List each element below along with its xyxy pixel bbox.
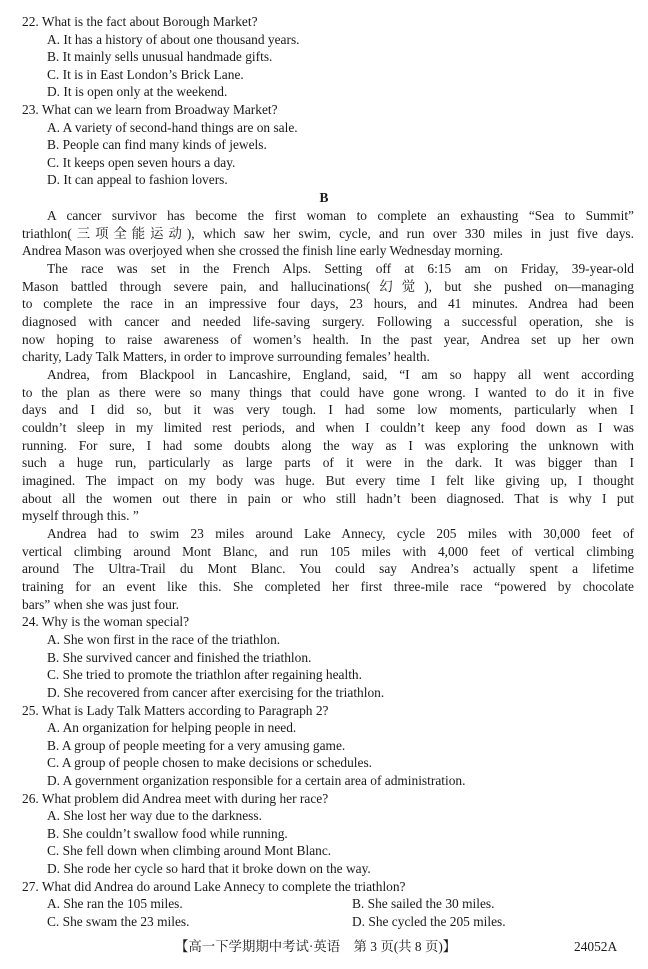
passage-p3-line: myself through this. ” <box>22 508 139 523</box>
passage-p1-line: Andrea Mason was overjoyed when she crossed the finish line early Wednesday morning. <box>22 243 503 258</box>
passage-p3-line: couldn’t sleep in my limited rest periods, and when I couldn’t keep any food down as I was <box>22 420 634 435</box>
q24-option-d: D. She recovered from cancer after exercising for the triathlon. <box>47 685 385 700</box>
q24-option-b: B. She survived cancer and finished the triathlon. <box>47 650 312 665</box>
section-b-heading: B <box>319 190 329 205</box>
footer-title: 【高一下学期期中考试·英语 第 3 页(共 8 页)】 <box>175 939 457 954</box>
passage-p3-line: Andrea, from Blackpool in Lancashire, England, said, “I am so happy all went according <box>47 367 634 382</box>
q27-option-c: C. She swam the 23 miles. <box>47 914 190 929</box>
question-24-stem: 24. Why is the woman special? <box>22 614 190 629</box>
question-26-stem: 26. What problem did Andrea meet with during her race? <box>22 791 329 806</box>
passage-p4-line: Andrea had to swim 23 miles around Lake Annecy, cycle 205 miles with 30,000 feet of <box>47 526 634 541</box>
q25-option-c: C. A group of people chosen to make decisions or schedules. <box>47 755 373 770</box>
q23-option-b: B. People can find many kinds of jewels. <box>47 137 267 152</box>
q22-option-c: C. It is in East London’s Brick Lane. <box>47 67 244 82</box>
q26-option-d: D. She rode her cycle so hard that it broke down on the way. <box>47 861 371 876</box>
passage-p3-line: to the plan as there were so many things that could have gone wrong. I wanted to do it in five <box>22 385 634 400</box>
q23-option-a: A. A variety of second-hand things are on sale. <box>47 120 298 135</box>
passage-p2-line: diagnosed with cancer and needed life-saving surgery. Following a successful operation, she is <box>22 314 634 329</box>
q26-option-a: A. She lost her way due to the darkness. <box>47 808 262 823</box>
passage-p4-line: bars” when she was just four. <box>22 597 179 612</box>
passage-p1-line: triathlon(三项全能运动), which saw her swim, cycle, and run over 330 miles in just five days. <box>22 226 634 241</box>
question-22-stem: 22. What is the fact about Borough Market? <box>22 14 258 29</box>
question-27-stem: 27. What did Andrea do around Lake Annecy to complete the triathlon? <box>22 879 406 894</box>
passage-p3-line: imagined. The impact on my body was huge. But every time I felt like giving up, I thought <box>22 473 634 488</box>
passage-p4-line: vertical climbing around Mont Blanc, and run 105 miles with 4,000 feet of vertical climbing <box>22 544 634 559</box>
passage-p1-line: A cancer survivor has become the first woman to complete an exhausting “Sea to Summit” <box>47 208 634 223</box>
passage-p2-line: Mason battled through severe pain, and hallucinations(幻觉), but she pushed on—managing <box>22 279 634 294</box>
q27-option-d: D. She cycled the 205 miles. <box>352 914 506 929</box>
q26-option-c: C. She fell down when climbing around Mont Blanc. <box>47 843 332 858</box>
q27-option-a: A. She ran the 105 miles. <box>47 896 183 911</box>
passage-p3-line: days and I did so, but it was very tough. I had some low moments, particularly when I <box>22 402 634 417</box>
q25-option-d: D. A government organization responsible for a certain area of administration. <box>47 773 466 788</box>
q24-option-c: C. She tried to promote the triathlon after regaining health. <box>47 667 362 682</box>
question-23-stem: 23. What can we learn from Broadway Market? <box>22 102 278 117</box>
passage-p2-line: to complete the race in an impressive four days, 23 hours, and 41 minutes. Andrea had been <box>22 296 634 311</box>
passage-p2-line: The race was set in the French Alps. Setting off at 6:15 am on Friday, 39-year-old <box>47 261 634 276</box>
passage-p3-line: running. For sure, I had some doubts along the way as I was exploring the unknown with <box>22 438 634 453</box>
q23-option-c: C. It keeps open seven hours a day. <box>47 155 236 170</box>
passage-p3-line: about all the women out there in pain or who still hadn’t been diagnosed. That is why I put <box>22 491 634 506</box>
passage-p2-line: now hoping to raise awareness of women’s health. In the past year, Andrea set up her own <box>22 332 634 347</box>
q27-option-b: B. She sailed the 30 miles. <box>352 896 495 911</box>
passage-p3-line: such a huge run, particularly as large parts of it were in the dark. It was bigger than I <box>22 455 634 470</box>
q24-option-a: A. She won first in the race of the triathlon. <box>47 632 281 647</box>
q22-option-d: D. It is open only at the weekend. <box>47 84 228 99</box>
footer-code: 24052A <box>574 939 618 954</box>
passage-p2-line: charity, Lady Talk Matters, in order to improve surrounding females’ health. <box>22 349 430 364</box>
q23-option-d: D. It can appeal to fashion lovers. <box>47 172 228 187</box>
q26-option-b: B. She couldn’t swallow food while running. <box>47 826 288 841</box>
question-25-stem: 25. What is Lady Talk Matters according to Paragraph 2? <box>22 703 329 718</box>
passage-p4-line: around The Ultra-Trail du Mont Blanc. You could say Andrea’s actually spent a lifetime <box>22 561 634 576</box>
q22-option-b: B. It mainly sells unusual handmade gifts. <box>47 49 273 64</box>
q25-option-b: B. A group of people meeting for a very amusing game. <box>47 738 346 753</box>
passage-p4-line: training for an event like this. She completed her first three-mile race “powered by chocolate <box>22 579 634 594</box>
q22-option-a: A. It has a history of about one thousand years. <box>47 32 300 47</box>
q25-option-a: A. An organization for helping people in need. <box>47 720 297 735</box>
